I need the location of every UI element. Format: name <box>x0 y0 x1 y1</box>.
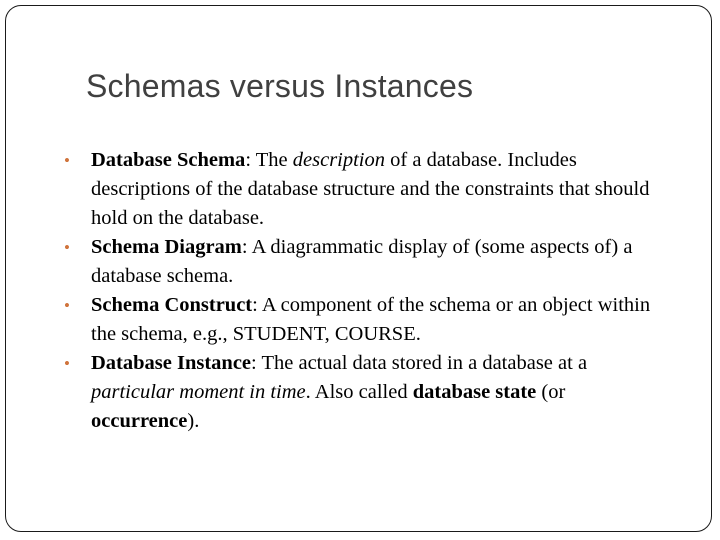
bullet-item-schema-diagram <box>64 233 664 291</box>
bullet-term: Database Instance <box>91 352 252 374</box>
bullet-dot-icon: • <box>64 296 70 315</box>
bullet-text: . Also called <box>305 381 413 403</box>
bullet-text: : A component of the schema or an object within the schema, e.g., STUDENT, COURSE. <box>91 294 651 345</box>
bullet-item-database-instance <box>64 349 664 436</box>
bullet-item-database-schema <box>64 146 664 233</box>
bullet-term: Schema Diagram <box>91 236 242 258</box>
bullet-term: Schema Construct <box>91 294 253 316</box>
bullet-text: : The <box>245 149 293 171</box>
bullet-text: : The actual data stored in a database at a <box>251 352 588 374</box>
bullet-text: ). <box>187 410 200 432</box>
bullet-text-italic: description <box>292 149 386 171</box>
bullet-text-bold: database state <box>412 381 537 403</box>
bullet-term: Database Schema <box>91 149 246 171</box>
bullet-text-bold: occurrence <box>91 410 188 432</box>
bullet-text: (or <box>536 381 566 403</box>
slide-title: Schemas versus Instances <box>86 68 474 104</box>
bullet-list <box>64 146 664 436</box>
bullet-text: of a database. Includes descriptions of the database structure and the constraints that should hold on the database. <box>91 149 650 229</box>
bullet-dot-icon: • <box>64 238 70 257</box>
bullet-text: : A diagrammatic display of (some aspects of) a database schema. <box>91 236 633 287</box>
slide <box>5 5 712 532</box>
bullet-item-schema-construct <box>64 291 664 349</box>
bullet-dot-icon: • <box>64 151 70 170</box>
bullet-dot-icon: • <box>64 354 70 373</box>
bullet-text-italic: particular moment in time <box>91 381 306 403</box>
